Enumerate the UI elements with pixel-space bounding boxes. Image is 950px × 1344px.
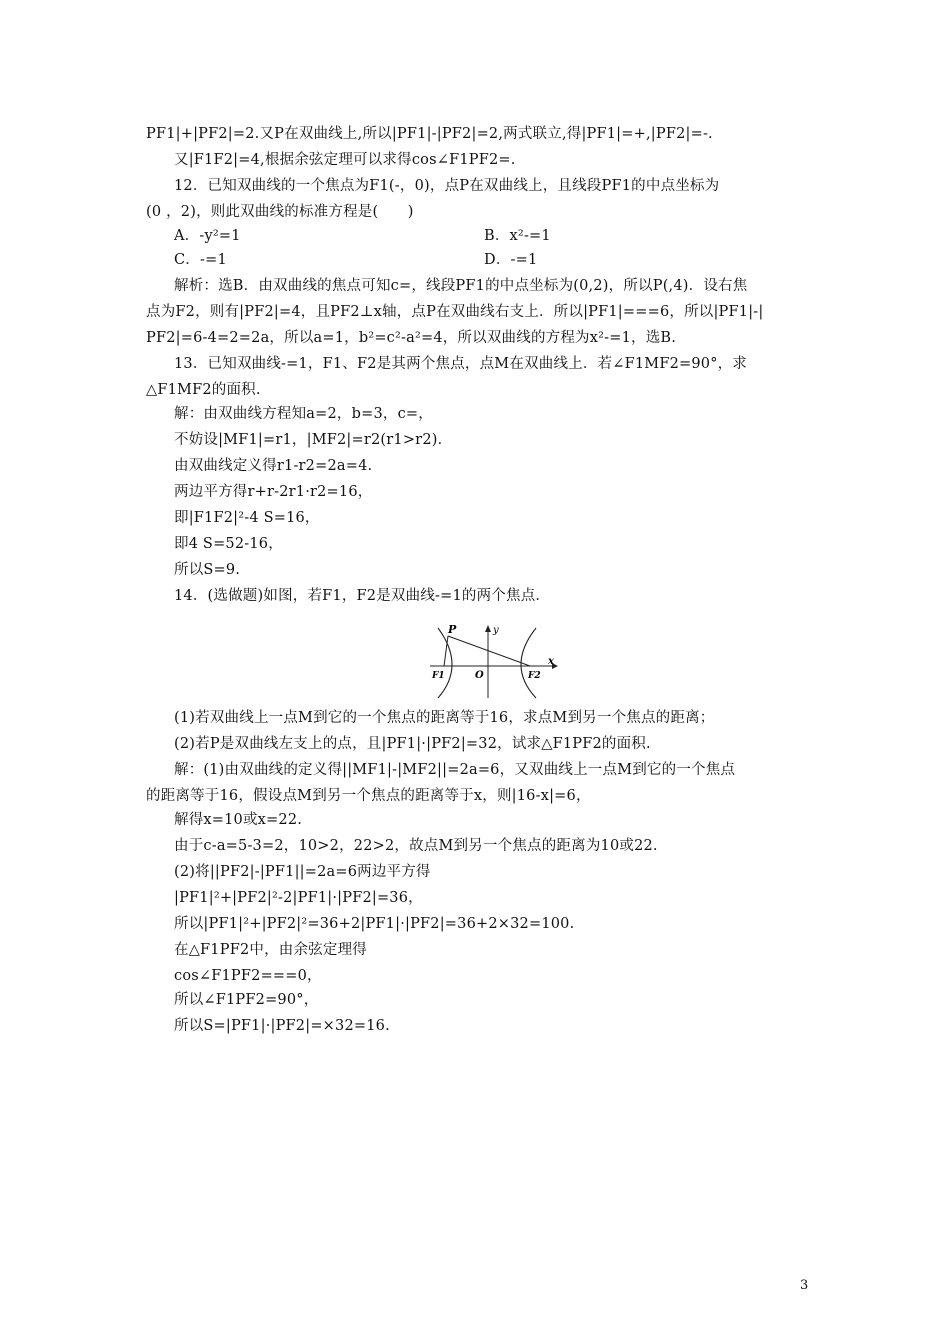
- question-12-line: 12．已知双曲线的一个焦点为F1(-，0)，点P在双曲线上，且线段PF1的中点坐标为: [174, 178, 720, 194]
- text-line: PF1|+|PF2|=2.又P在双曲线上,所以|PF1|-|PF2|=2,两式联立,得|PF1|=+,|PF2|=-.: [146, 126, 713, 142]
- label-x: x: [548, 656, 554, 667]
- text-line: 解：由双曲线方程知a=2，b=3，c=，: [174, 406, 433, 422]
- text-line: (0 ，2)，则此双曲线的标准方程是( ): [146, 204, 414, 220]
- text-line: 所以S=|PF1|·|PF2|=×32=16.: [174, 1018, 390, 1034]
- text-line: cos∠F1PF2===0，: [174, 968, 322, 984]
- option-c: C．-=1: [174, 252, 227, 268]
- text-line: 在△F1PF2中，由余弦定理得: [174, 942, 367, 958]
- text-line: 由于c-a=5-3=2，10>2，22>2，故点M到另一个焦点的距离为10或22.: [174, 838, 658, 854]
- text-line: 又|F1F2|=4,根据余弦定理可以求得cos∠F1PF2=.: [174, 152, 516, 168]
- text-line: 所以∠F1PF2=90°，: [174, 992, 319, 1008]
- text-line: |PF1|²+|PF2|²-2|PF1|·|PF2|=36，: [174, 890, 423, 906]
- label-p: P: [448, 624, 457, 636]
- text-line: (2)若P是双曲线左支上的点，且|PF1|·|PF2|=32，试求△F1PF2的面积.: [174, 736, 651, 752]
- text-line: PF2|=6-4=2=2a，所以a=1，b²=c²-a²=4，所以双曲线的方程为x²-=1，选B.: [146, 330, 677, 346]
- text-line: (1)若双曲线上一点M到它的一个焦点的距离等于16，求点M到另一个焦点的距离；: [174, 710, 715, 726]
- option-row: [174, 250, 227, 270]
- text-line: △F1MF2的面积.: [146, 382, 261, 398]
- hyperbola-figure: [426, 624, 562, 700]
- text-line: 解：(1)由双曲线的定义得||MF1|-|MF2||=2a=6，又双曲线上一点M到它的一个焦点: [174, 762, 736, 778]
- label-y: y: [493, 625, 499, 636]
- option-d: D．-=1: [484, 252, 538, 268]
- question-13-line: 13．已知双曲线-=1，F1、F2是其两个焦点，点M在双曲线上．若∠F1MF2=90°，求: [174, 356, 748, 372]
- text-line: 的距离等于16，假设点M到另一个焦点的距离等于x，则|16-x|=6，: [146, 788, 591, 804]
- text-line: 即4 S=52-16，: [174, 536, 283, 552]
- label-o: O: [475, 670, 484, 681]
- text-line: 由双曲线定义得r1-r2=2a=4.: [174, 458, 373, 474]
- text-line: 所以S=9.: [174, 562, 241, 578]
- label-f2: F2: [528, 671, 541, 681]
- text-line: 解得x=10或x=22.: [174, 812, 303, 828]
- question-14-line: 14．(选做题)如图，若F1，F2是双曲线-=1的两个焦点．: [174, 588, 551, 604]
- label-f1: F1: [432, 671, 445, 681]
- text-line: (2)将||PF2|-|PF1||=2a=6两边平方得: [174, 864, 431, 880]
- text-line: 两边平方得r+r-2r1·r2=16，: [174, 484, 373, 500]
- text-line: 不妨设|MF1|=r1，|MF2|=r2(r1>r2)．: [174, 432, 453, 448]
- text-line: 解析：选B．由双曲线的焦点可知c=，线段PF1的中点坐标为(0,2)，所以P(,4)．设右焦: [174, 278, 748, 294]
- text-line: 点为F2，则有|PF2|=4，且PF2⊥x轴，点P在双曲线右支上．所以|PF1|===6，所以|PF1|-|: [146, 304, 764, 320]
- option-row: [174, 226, 241, 246]
- page-number: 3: [800, 1278, 809, 1293]
- option-b: B．x²-=1: [484, 228, 551, 244]
- option-a: A．-y²=1: [174, 228, 241, 244]
- text-line: 即|F1F2|²-4 S=16，: [174, 510, 320, 526]
- text-line: 所以|PF1|²+|PF2|²=36+2|PF1|·|PF2|=36+2×32=100.: [174, 916, 575, 932]
